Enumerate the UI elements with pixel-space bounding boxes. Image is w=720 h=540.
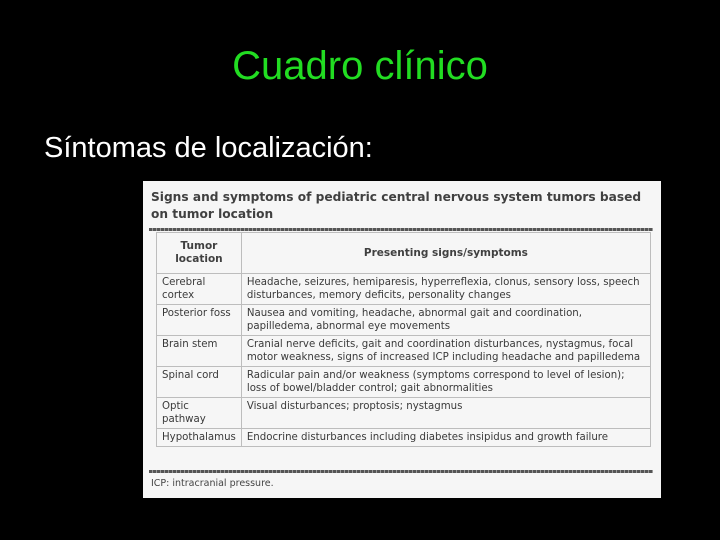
- row-location: Posterior foss: [157, 305, 242, 336]
- table-figure: [143, 181, 661, 498]
- row-symptoms: Visual disturbances; proptosis; nystagmus: [241, 398, 650, 429]
- row-symptoms: Radicular pain and/or weakness (symptoms correspond to level of lesion); loss of bowel/bladder control; gait abnormalities: [241, 367, 650, 398]
- row-location: Optic pathway: [157, 398, 242, 429]
- table-row: [157, 429, 651, 447]
- table-row: [157, 305, 651, 336]
- header-presenting-symptoms: Presenting signs/symptoms: [241, 233, 650, 274]
- table-header-row: [157, 233, 651, 274]
- caption-rule: [149, 228, 653, 231]
- figure-caption: Signs and symptoms of pediatric central nervous system tumors based on tumor location: [151, 190, 642, 221]
- symptoms-table: [156, 232, 651, 447]
- row-symptoms: Headache, seizures, hemiparesis, hyperreflexia, clonus, sensory loss, speech disturbances, memory deficits, personality changes: [241, 274, 650, 305]
- slide-subtitle: Síntomas de localización:: [44, 132, 373, 164]
- table-footnote: ICP: intracranial pressure.: [151, 478, 274, 489]
- footer-rule: [149, 470, 653, 473]
- header-tumor-location: Tumor location: [157, 233, 242, 274]
- row-location: Brain stem: [157, 336, 242, 367]
- row-symptoms: Endocrine disturbances including diabetes insipidus and growth failure: [241, 429, 650, 447]
- row-location: Hypothalamus: [157, 429, 242, 447]
- row-symptoms: Nausea and vomiting, headache, abnormal gait and coordination, papilledema, abnormal eye movements: [241, 305, 650, 336]
- row-location: Spinal cord: [157, 367, 242, 398]
- row-symptoms: Cranial nerve deficits, gait and coordination disturbances, nystagmus, focal motor weakness, signs of increased ICP including headache and papilledema: [241, 336, 650, 367]
- table-row: [157, 336, 651, 367]
- table-row: [157, 274, 651, 305]
- table-row: [157, 398, 651, 429]
- slide-title: Cuadro clínico: [232, 44, 488, 88]
- row-location: Cerebral cortex: [157, 274, 242, 305]
- table-row: [157, 367, 651, 398]
